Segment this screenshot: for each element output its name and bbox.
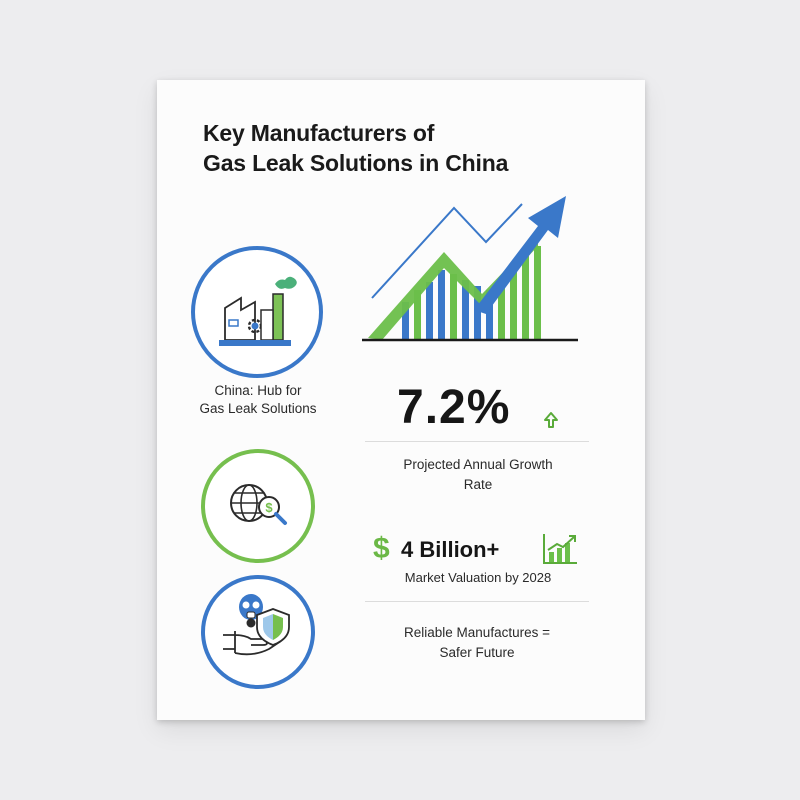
footer-tagline: Reliable Manufactures = Safer Future — [404, 625, 550, 660]
up-arrow-icon — [541, 410, 561, 430]
globe-search-icon — [201, 449, 315, 563]
divider — [365, 601, 589, 602]
growth-chart-graphic — [362, 190, 592, 350]
page-title — [203, 118, 508, 178]
factory-icon — [191, 246, 323, 378]
svg-text:$: $ — [265, 500, 273, 515]
growth-value: 7.2% — [397, 381, 511, 434]
gas-mask-shield-icon — [201, 575, 315, 689]
growth-label: Projected Annual Growth Rate — [403, 457, 553, 492]
dollar-icon: $ — [373, 532, 390, 565]
title-line-1: Key Manufacturers of — [203, 120, 435, 146]
bar-chart-icon — [541, 532, 579, 566]
hub-label: China: Hub for Gas Leak Solutions — [199, 383, 317, 416]
divider — [365, 441, 589, 442]
title-line-2: Gas Leak Solutions in China — [203, 150, 509, 176]
valuation-value: 4 Billion+ — [401, 537, 500, 562]
infographic-card — [157, 80, 645, 720]
valuation-label: Market Valuation by 2028 — [404, 570, 552, 585]
